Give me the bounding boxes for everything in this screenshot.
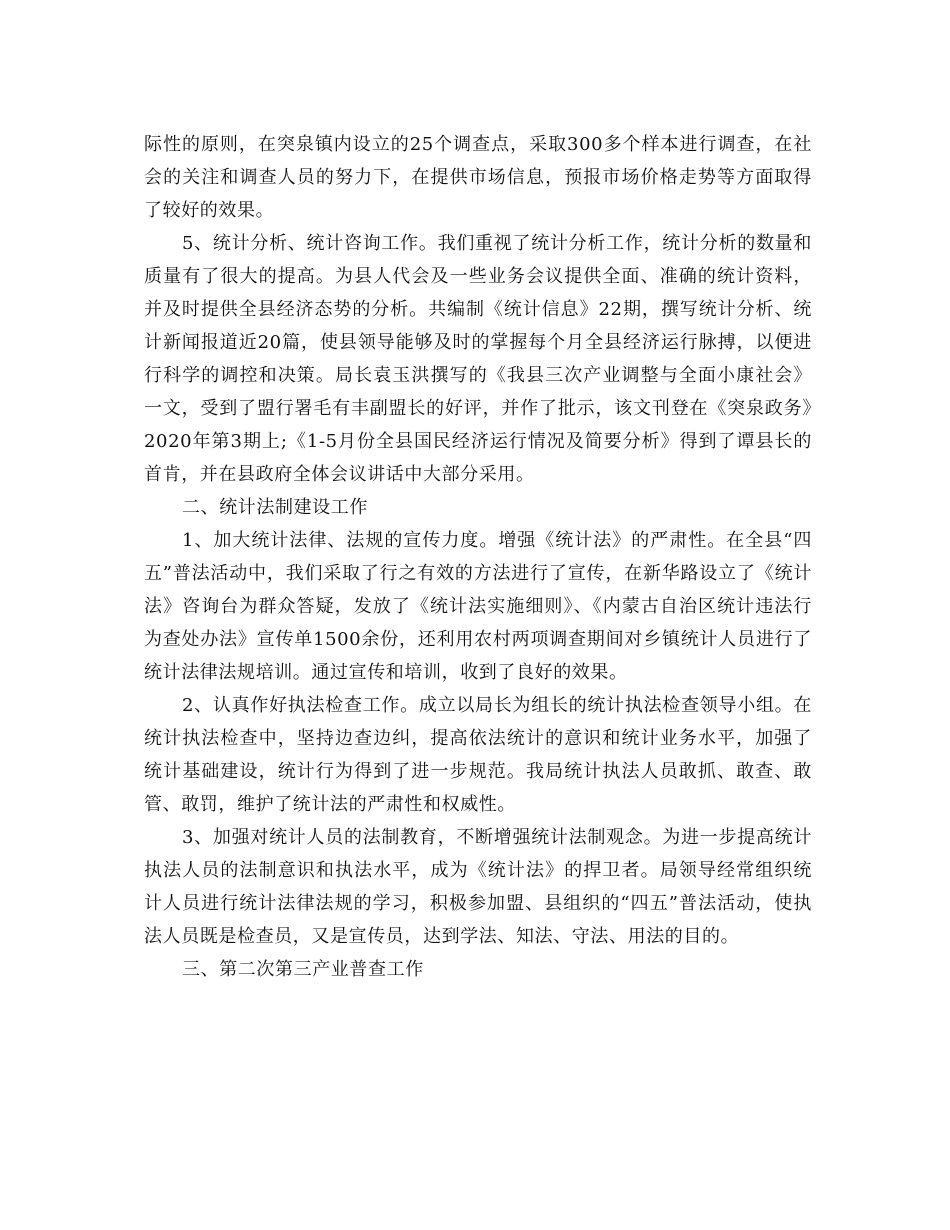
paragraph-law-publicity: 1、加大统计法律、法规的宣传力度。增强《统计法》的严肃性。在全县“四五”普法活动中，我们采取了行之有效的方法进行了宣传，在新华路设立了《统计法》咨询台为群众答疑，发放了《统计法实施细则》、《内蒙古自治区统计违法行为查处办法》宣传单1500余份，还利用农村两项调查期间对乡镇统计人员进行了统计法律法规培训。通过宣传和培训，收到了良好的效果。 bbox=[144, 530, 812, 683]
document-body bbox=[144, 128, 812, 986]
section-heading-legal-construction: 二、统计法制建设工作 bbox=[182, 497, 368, 518]
paragraph-statistical-analysis: 5、统计分析、统计咨询工作。我们重视了统计分析工作，统计分析的数量和质量有了很大的提高。为县人代会及一些业务会议提供全面、准确的统计资料，并及时提供全县经济态势的分析。共编制《统计信息》22期，撰写统计分析、统计新闻报道近20篇，使县领导能够及时的掌握每个月全县经济运行脉搏，以便进行科学的调控和决策。局长袁玉洪撰写的《我县三次产业调整与全面小康社会》一文，受到了盟行署毛有丰副盟长的好评，并作了批示，该文刊登在《突泉政务》2020年第3期上;《1-5月份全县国民经济运行情况及简要分析》得到了谭县长的首肯，并在县政府全体会议讲话中大部分采用。 bbox=[144, 233, 812, 485]
section-heading-tertiary-census: 三、第二次第三产业普查工作 bbox=[182, 959, 424, 980]
paragraph-legal-education: 3、加强对统计人员的法制教育，不断增强统计法制观念。为进一步提高统计执法人员的法制意识和执法水平，成为《统计法》的捍卫者。局领导经常组织统计人员进行统计法律法规的学习，积极参加盟、县组织的“四五”普法活动，使执法人员既是检查员，又是宣传员，达到学法、知法、守法、用法的目的。 bbox=[144, 827, 812, 947]
paragraph-survey-continuation: 际性的原则，在突泉镇内设立的25个调查点，采取300多个样本进行调查，在社会的关注和调查人员的努力下，在提供市场信息，预报市场价格走势等方面取得了较好的效果。 bbox=[144, 134, 812, 221]
paragraph-law-enforcement-inspection: 2、认真作好执法检查工作。成立以局长为组长的统计执法检查领导小组。在统计执法检查中，坚持边查边纠，提高依法统计的意识和统计业务水平，加强了统计基础建设，统计行为得到了进一步规范。我局统计执法人员敢抓、敢查、敢管、敢罚，维护了统计法的严肃性和权威性。 bbox=[144, 695, 812, 815]
